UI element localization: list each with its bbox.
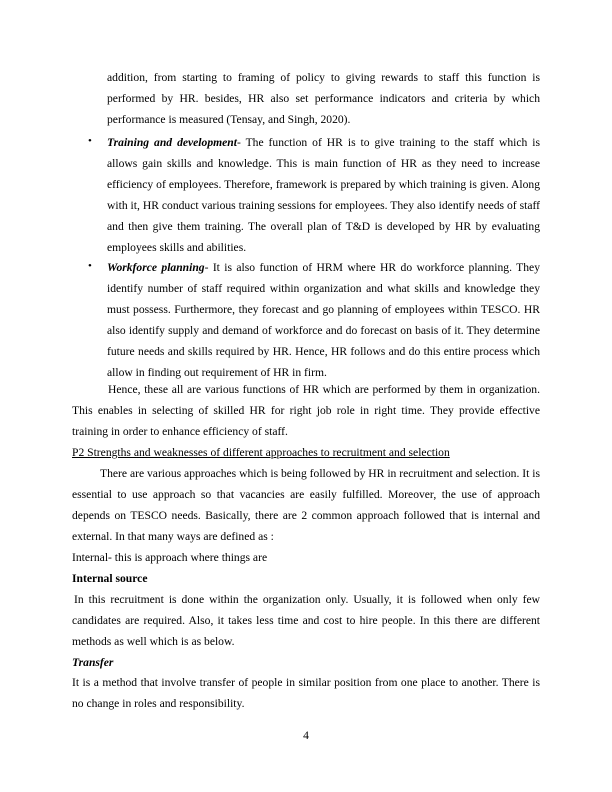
bullet-marker: • xyxy=(88,260,92,272)
internal-source-paragraph: In this recruitment is done within the organization only. Usually, it is followed when only few candidates are required. Also, it takes less time and cost to hire people. In this there are different methods as well which is as below. xyxy=(72,593,540,648)
internal-line: Internal- this is approach where things are xyxy=(72,551,268,564)
bullet-title: Workforce planning xyxy=(107,261,205,274)
bullet-text: - It is also function of HRM where HR do workforce planning. They identify number of staff required within organization and what skills and knowledge they must possess. Furthermore, they forecast and go planning of employees within TESCO. HR also identify supply and demand of workforce and do forecast on basis of it. They determine future needs and skills required by HR. Hence, HR follows and do this entire process which allow in finding out requirement of HR in firm. xyxy=(107,261,540,379)
bullet-marker: • xyxy=(88,135,92,147)
bullet-text: - The function of HR is to give training to the staff which is allows gain skills and knowledge. This is main function of HR as they need to increase efficiency of employees. Therefore, framework is prepared by which training is given. Along with it, HR conduct various training sessions for employees. They also identify needs of staff and then give them training. The overall plan of T&D is developed by HR by evaluating employees skills and abilities. xyxy=(107,136,540,254)
section-heading: P2 Strengths and weaknesses of different approaches to recruitment and selection xyxy=(72,446,450,459)
bullet-training-development xyxy=(107,132,540,258)
conclusion-paragraph: Hence, these all are various functions of HR which are performed by them in organization. This enables in selecting of skilled HR for right job role in right time. They provide effective training in order to enhance efficiency of staff. xyxy=(72,383,540,438)
internal-source-heading: Internal source xyxy=(72,572,148,585)
transfer-paragraph: It is a method that involve transfer of people in similar position from one place to another. There is no change in roles and responsibility. xyxy=(72,676,540,710)
intro-paragraph: There are various approaches which is being followed by HR in recruitment and selection. It is essential to use approach so that vacancies are easily fulfilled. Moreover, the use of approach depends on TESCO needs. Basically, there are 2 common approach followed that is internal and external. In that many ways are defined as : xyxy=(72,467,540,543)
page-number: 4 xyxy=(303,729,309,742)
bullet-workforce-planning xyxy=(107,257,540,383)
bullet-title: Training and development xyxy=(107,136,237,149)
continued-paragraph: addition, from starting to framing of policy to giving rewards to staff this function is performed by HR. besides, HR also set performance indicators and criteria by which performance is measured (Tensay, and Singh, 2020). xyxy=(107,71,540,126)
transfer-heading: Transfer xyxy=(72,656,114,669)
